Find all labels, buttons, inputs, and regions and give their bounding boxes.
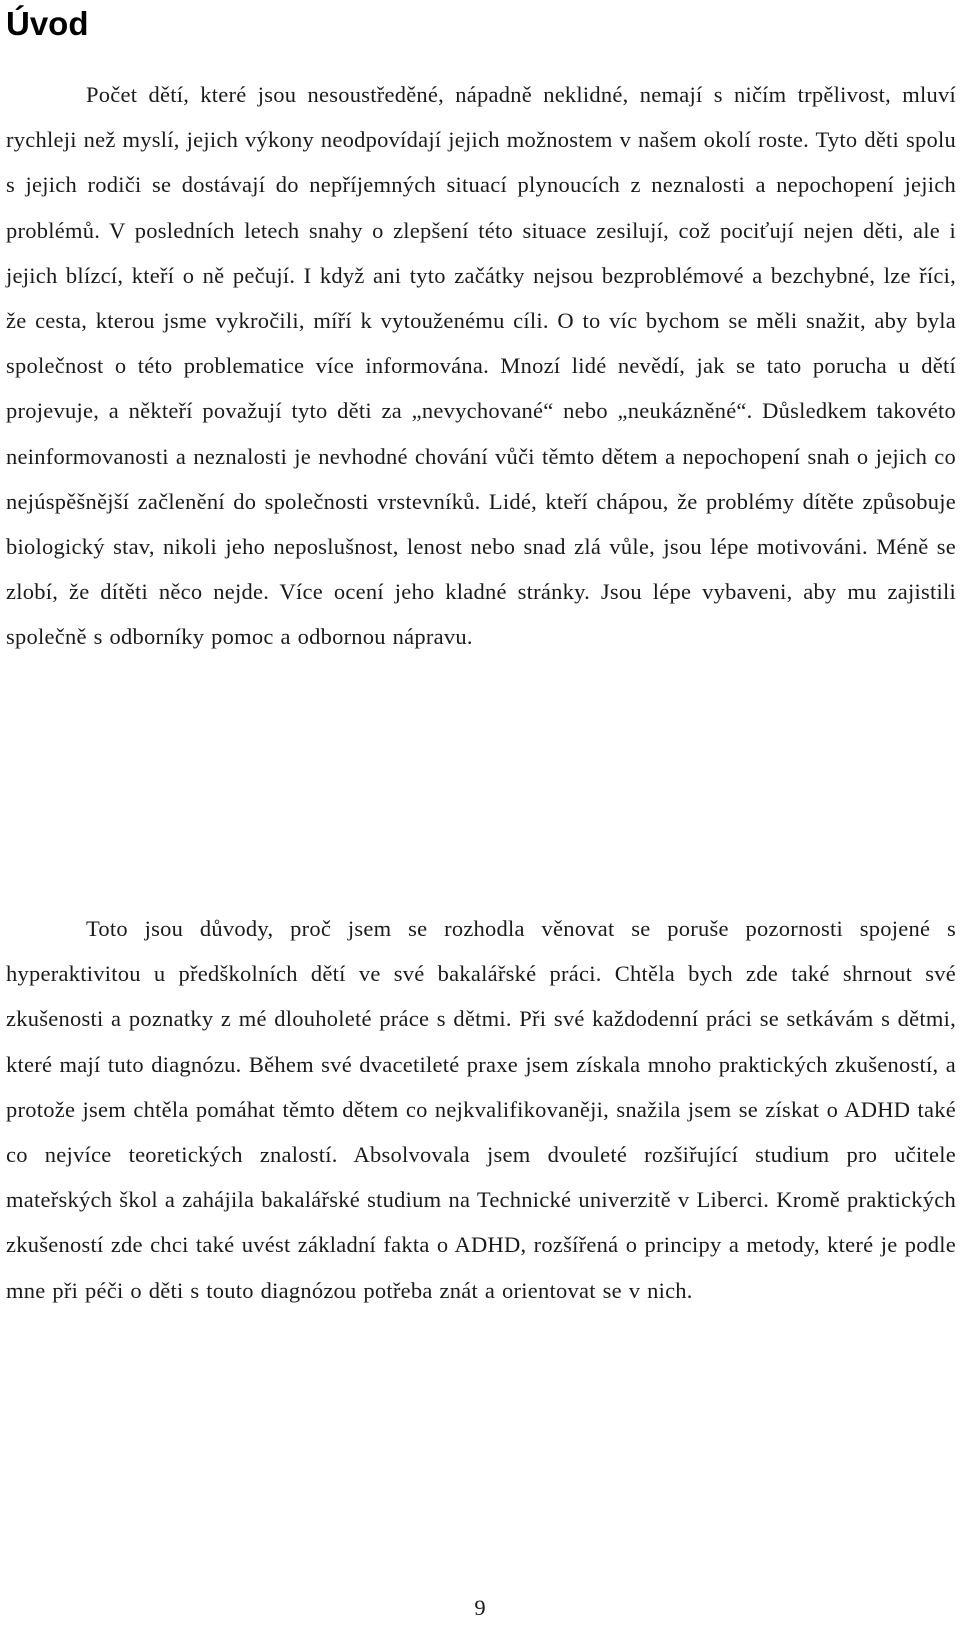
page-number: 9 — [474, 1595, 486, 1620]
section-heading: Úvod — [6, 5, 89, 42]
body-paragraph-1: Počet dětí, které jsou nesoustředěné, nápadně neklidné, nemají s ničím trpělivost, mluví rychleji než myslí, jejich výkony neodpovídají jejich možnostem v našem okolí roste. Tyto děti spolu s jejich rodiči se dostávají do nepříjemných situací plynoucích z neznalosti a nepochopení jejich problémů. V posledních letech snahy o zlepšení této situace zesilují, což pociťují nejen děti, ale i jejich blízcí, kteří o ně pečují. I když ani tyto začátky nejsou bezproblémové a bezchybné, lze říci, že cesta, kterou jsme vykročili, míří k vytouženému cíli. O to víc bychom se měli snažit, aby byla společnost o této problematice více informována. Mnozí lidé nevědí, jak se tato porucha u dětí projevuje, a někteří považují tyto děti za „nevychované“ nebo „neukázněné“. Důsledkem takovéto neinformovanosti a neznalosti je nevhodné chování vůči těmto dětem a nepochopení snah o jejich co nejúspěšnější začlenění do společnosti vrstevníků. Lidé, kteří chápou, že problémy dítěte způsobuje biologický stav, nikoli jeho neposlušnost, lenost nebo snad zlá vůle, jsou lépe motivováni. Méně se zlobí, že dítěti něco nejde. Více ocení jeho kladné stránky. Jsou lépe vybaveni, aby mu zajistili společně s odborníky pomoc a odbornou nápravu. — [6, 82, 956, 650]
body-paragraph-2: Toto jsou důvody, proč jsem se rozhodla věnovat se poruše pozornosti spojené s hyperaktivitou u předškolních dětí ve své bakalářské práci. Chtěla bych zde také shrnout své zkušenosti a poznatky z mé dlouholeté práce s dětmi. Při své každodenní práci se setkávám s dětmi, které mají tuto diagnózu. Během své dvacetileté praxe jsem získala mnoho praktických zkušeností, a protože jsem chtěla pomáhat těmto dětem co nejkvalifikovaněji, snažila jsem se získat o ADHD také co nejvíce teoretických znalostí. Absolvovala jsem dvouleté rozšiřující studium pro učitele mateřských škol a zahájila bakalářské studium na Technické univerzitě v Liberci. Kromě praktických zkušeností zde chci také uvést základní fakta o ADHD, rozšířená o principy a metody, které je podle mne při péči o děti s touto diagnózou potřeba znát a orientovat se v nich. — [6, 916, 956, 1303]
